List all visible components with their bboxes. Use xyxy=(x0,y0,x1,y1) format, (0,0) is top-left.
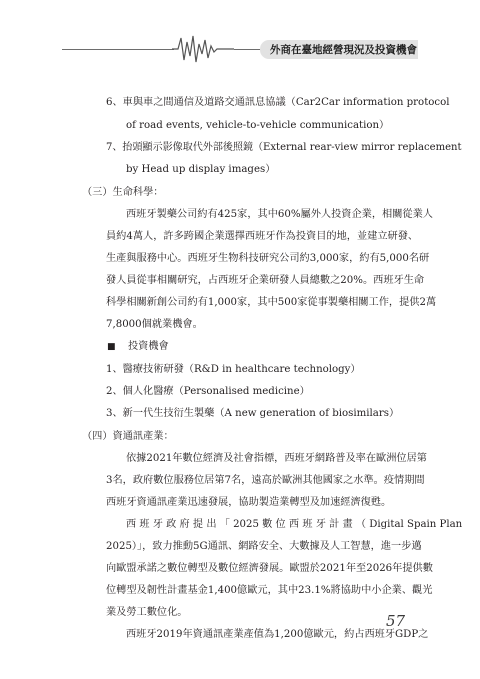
section-4-heading: （四）資通訊產業： xyxy=(82,431,174,442)
header-rule-right xyxy=(234,49,260,50)
section-3-heading: （三）生命科學： xyxy=(82,187,164,198)
section-3-para-line: 發人員從事相關研究，占西班牙企業研發人員總數之20%。西班牙生命 xyxy=(106,275,425,286)
section-3-para-line: 科學相關新創公司約有1,000家，其中500家從事製藥相關工作，提供2萬 xyxy=(106,297,437,308)
item-7-line-1: 7、抬頭顯示影像取代外部後照鏡（External rear-view mirror replacement xyxy=(106,142,462,153)
header-rule-left xyxy=(62,49,174,50)
item-7-line-2: by Head up display images） xyxy=(126,164,276,175)
section-3-para-line: 員約4萬人，許多跨國企業選擇西班牙作為投資目的地，並建立研發、 xyxy=(106,231,419,242)
square-bullet-icon: ■ xyxy=(107,342,116,352)
section-3-para-line: 西班牙製藥公司約有425家，其中60%屬外人投資企業，相關從業人 xyxy=(126,209,433,220)
section-4-para-2-line: 位轉型及韌性計畫基金1,400億歐元，其中23.1%將協助中小企業、觀光 xyxy=(106,585,433,596)
heartbeat-wave-icon xyxy=(172,34,234,64)
header-title: 外商在臺地經營現況及投資機會 xyxy=(270,44,417,56)
section-4-para-1-line: 3名，政府數位服務位居第7名，遠高於歐洲其他國家之水準。疫情期間 xyxy=(106,475,425,486)
section-4-para-2-line: 向歐盟承諾之數位轉型及數位經濟發展。歐盟於2021年至2026年提供數 xyxy=(106,563,433,574)
item-6-line-2: of road events, vehicle-to-vehicle communication） xyxy=(126,120,390,131)
page-number: 57 xyxy=(386,612,406,630)
invest-item: 3、新一代生技衍生製藥（A new generation of biosimilars） xyxy=(106,408,400,419)
section-4-para-2-line: 業及勞工數位化。 xyxy=(106,607,188,618)
invest-item: 1、醫療技術研發（R&D in healthcare technology） xyxy=(106,364,361,375)
invest-heading: 投資機會 xyxy=(128,341,169,352)
section-4-para-1-line: 西班牙資通訊產業迅速發展，協助製造業轉型及加速經濟復甦。 xyxy=(106,497,392,508)
section-4-para-2-line: 2025）」，致力推動5G通訊、網路安全、大數據及人工智慧，進一步邁 xyxy=(106,541,422,552)
section-4-para-1-line: 依據2021年數位經濟及社會指標，西班牙網路普及率在歐洲位居第 xyxy=(126,453,427,464)
section-4-para-3-line: 西班牙2019年資通訊產業產值為1,200億歐元，約占西班牙GDP之 xyxy=(126,629,429,640)
section-4-para-2-line: 西 班 牙 政 府 提 出 「 2025 數 位 西 班 牙 計 畫 （ Digital Spain Plan xyxy=(126,519,463,530)
section-3-para-line: 7,8000個就業機會。 xyxy=(106,319,203,330)
item-6-line-1: 6、車與車之間通信及道路交通訊息協議（Car2Car information protocol xyxy=(106,97,450,108)
invest-item: 2、個人化醫療（Personalised medicine） xyxy=(106,386,310,397)
section-3-para-line: 生產與服務中心。西班牙生物科技研究公司約3,000家，約有5,000名研 xyxy=(106,253,430,264)
